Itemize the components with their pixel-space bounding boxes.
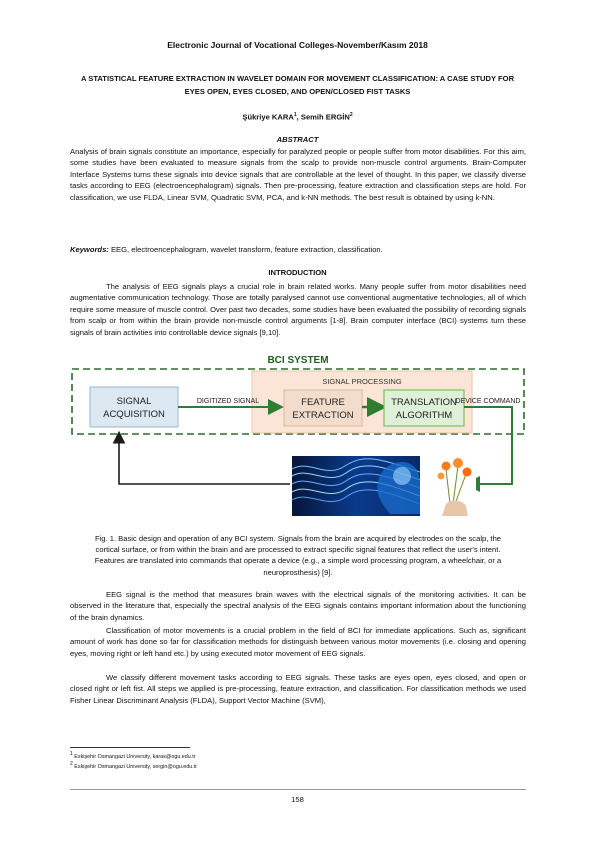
keywords-label: Keywords: bbox=[70, 245, 109, 254]
paragraph-eeg: EEG signal is the method that measures brain waves with the electrical signals of the monitoring activities. It can be observed in the literature that, especially the spectral analysis of the EEG signals contains important information about the functioning of the brain dynamics. bbox=[70, 590, 526, 622]
flower-hand-image bbox=[430, 456, 476, 518]
footnote-1 bbox=[70, 751, 196, 760]
footnote-separator bbox=[70, 747, 190, 748]
footnote-2-mark: 2 bbox=[70, 761, 73, 767]
introduction-heading: INTRODUCTION bbox=[268, 268, 327, 277]
author-line bbox=[0, 112, 595, 122]
paper-title: A STATISTICAL FEATURE EXTRACTION IN WAVELET DOMAIN FOR MOVEMENT CLASSIFICATION: A CASE STUDY FOR EYES OPEN, EYES CLOSED, AND OPEN/CLOSED FIST TASKS bbox=[80, 74, 515, 96]
page-number-rule bbox=[70, 789, 526, 790]
brain-waves-image bbox=[292, 456, 420, 516]
device-command-label: DEVICE COMMAND bbox=[455, 398, 521, 405]
keywords-line bbox=[70, 244, 526, 255]
footnote-1-mark: 1 bbox=[70, 751, 73, 757]
paragraph-classification: Classification of motor movements is a crucial problem in the field of BCI for immediate applications. Such as, significant amount of work has done so far for classification methods for distinguish between various motor movements (i.e. closing and opening eyes, moving right or left hand etc.) by using executed motor movement of EEG signals. bbox=[70, 626, 526, 658]
author-1-mark: 1 bbox=[293, 112, 297, 118]
bci-figure bbox=[70, 354, 526, 522]
author-1: Şükriye KARA bbox=[242, 112, 294, 122]
digitized-signal-label: DIGITIZED SIGNAL bbox=[196, 398, 260, 405]
signal-acquisition-line2: ACQUISITION bbox=[103, 409, 165, 420]
abstract-heading: ABSTRACT bbox=[276, 135, 319, 144]
translation-algorithm-line2: ALGORITHM bbox=[395, 410, 453, 421]
page-number: 158 bbox=[291, 795, 304, 804]
author-separator: , bbox=[296, 112, 301, 122]
footnote-1-text: Eskişehir Osmangazi University, karas@ogu.edu.tr bbox=[72, 753, 196, 760]
feature-extraction-line1: FEATURE bbox=[301, 397, 345, 408]
footnote-2 bbox=[70, 761, 197, 770]
signal-processing-label: SIGNAL PROCESSING bbox=[322, 377, 402, 386]
paragraph-tasks: We classify different movement tasks according to EEG signals. These tasks are eyes open, eyes closed, and open or closed right or left fist. All steps we applied is pre-processing, feature extraction, and classification. For classification methods we used Fisher Linear Discriminant Analysis (FLDA), Support Vector Machine (SVM), bbox=[70, 673, 526, 705]
journal-header: Electronic Journal of Vocational Colleges-November/Kasım 2018 bbox=[167, 40, 428, 50]
bci-system-label: BCI SYSTEM bbox=[267, 355, 329, 366]
feature-extraction-line2: EXTRACTION bbox=[292, 410, 354, 421]
abstract-text: Analysis of brain signals constitute an importance, especially for paralyzed people or people suffer from motor disabilities. For this aim, some studies have been evaluated to measure signals from the scalp to provide non-muscle control arguments. Brain-Computer Interface Systems turns these signals into device signals that are controllable at the level of thought. In this paper, we classify diverse tasks according to EEG (electroencephalogram) signals. Then pre-processing, feature extraction and classification steps are hold. For classification, we use FLDA, Linear SVM, Quadratic SVM, PCA, and k-NN methods. The best result is obtained by using k-NN. bbox=[70, 147, 526, 202]
intro-paragraph: The analysis of EEG signals plays a crucial role in brain related works. Many people suffer from motor disabilities need augmentative communication technology. Those are totally paralysed cannot use conventional augmentative technologies, all of which require some measure of muscle control. Over past two decades, some studies have been evaluated the possibility of recording signals from scalp or from within the brain provide non-muscle control arguments [1-8]. Brain computer interface (BCI) systems turn these signals of brain activities into controllable device signals [9,10]. bbox=[70, 282, 526, 337]
signal-acquisition-box bbox=[90, 387, 178, 427]
feedback-arrow bbox=[119, 434, 290, 484]
bci-diagram bbox=[70, 354, 526, 522]
footnote-2-text: Eskişehir Osmangazi University, sergin@ogu.edu.tr bbox=[72, 763, 198, 770]
signal-acquisition-line1: SIGNAL bbox=[116, 396, 152, 407]
author-2: Semih ERGİN bbox=[300, 112, 350, 122]
translation-algorithm-line1: TRANSLATION bbox=[391, 397, 457, 408]
author-2-mark: 2 bbox=[349, 112, 353, 118]
keywords-text: EEG, electroencephalogram, wavelet transform, feature extraction, classification. bbox=[108, 245, 383, 254]
figure-caption: Fig. 1. Basic design and operation of any BCI system. Signals from the brain are acquired by electrodes on the scalp, the cortical surface, or from within the brain and are processed to extract specific signal features that reflect the user's intent. Features are translated into commands that operate a device (e.g., a simple word processing program, a wheelchair, or a neuroprosthesis) [9]. bbox=[94, 534, 502, 577]
